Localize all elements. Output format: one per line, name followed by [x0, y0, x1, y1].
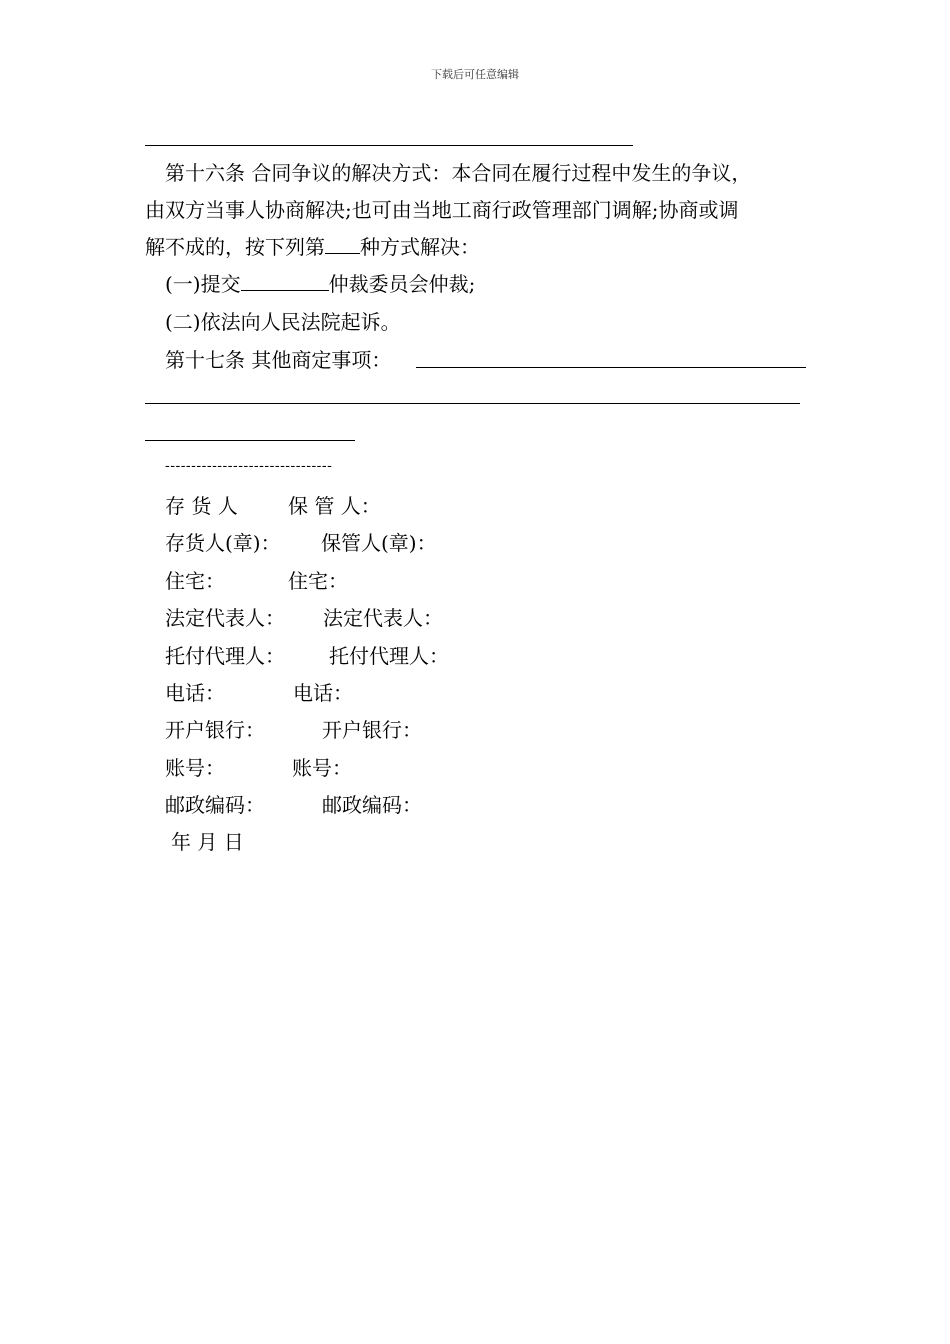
option-2: (二)依法向人民法院起诉。 [165, 310, 401, 334]
option-1-prefix: (一)提交 [165, 272, 241, 296]
signature-right-label: 账号： [292, 756, 352, 780]
option-1-suffix: 仲裁委员会仲裁; [328, 272, 476, 296]
signature-right-label: 保 管 人： [288, 494, 381, 518]
article-17-blank-3 [145, 440, 355, 441]
option-1 [165, 272, 475, 296]
signature-left-label: 住宅： [165, 569, 225, 593]
article-16-line-3-prefix: 解不成的，按下列第 [145, 235, 325, 259]
signature-right-label: 保管人(章)： [321, 531, 437, 555]
article-16-line-3-suffix: 种方式解决： [360, 235, 480, 259]
signature-right-label: 住宅： [288, 569, 348, 593]
signature-left-label: 托付代理人： [165, 644, 285, 668]
article-16-line-1: 第十六条 合同争议的解决方式：本合同在履行过程中发生的争议， [165, 161, 752, 185]
signature-left-label: 开户银行： [165, 718, 265, 742]
signature-left-label: 存 货 人 [165, 494, 238, 518]
article-17-blank-2 [145, 403, 800, 404]
signature-left-label: 存货人(章)： [165, 531, 281, 555]
page-header: 下载后可任意编辑 [431, 68, 519, 81]
signature-left-label: 账号： [165, 756, 225, 780]
article-17-label: 第十七条 其他商定事项： [165, 348, 392, 372]
signature-left-label: 邮政编码： [165, 793, 265, 817]
signature-left-label: 法定代表人： [165, 606, 285, 630]
method-number-blank [325, 235, 360, 254]
top-underline [145, 145, 633, 146]
article-17-blank-1 [416, 367, 806, 368]
signature-left-label: 电话： [165, 681, 225, 705]
article-16-line-2: 由双方当事人协商解决;也可由当地工商行政管理部门调解;协商或调 [145, 198, 739, 222]
signature-right-label: 邮政编码： [322, 793, 422, 817]
signature-right-label: 开户银行： [322, 718, 422, 742]
signature-right-label: 法定代表人： [323, 606, 443, 630]
dashed-separator: -------------------------------- [165, 458, 333, 474]
article-16-line-3 [145, 235, 480, 259]
signature-date: 年 月 日 [171, 830, 244, 854]
signature-right-label: 托付代理人： [329, 644, 449, 668]
arbitration-commission-blank [241, 272, 329, 291]
signature-right-label: 电话： [293, 681, 353, 705]
